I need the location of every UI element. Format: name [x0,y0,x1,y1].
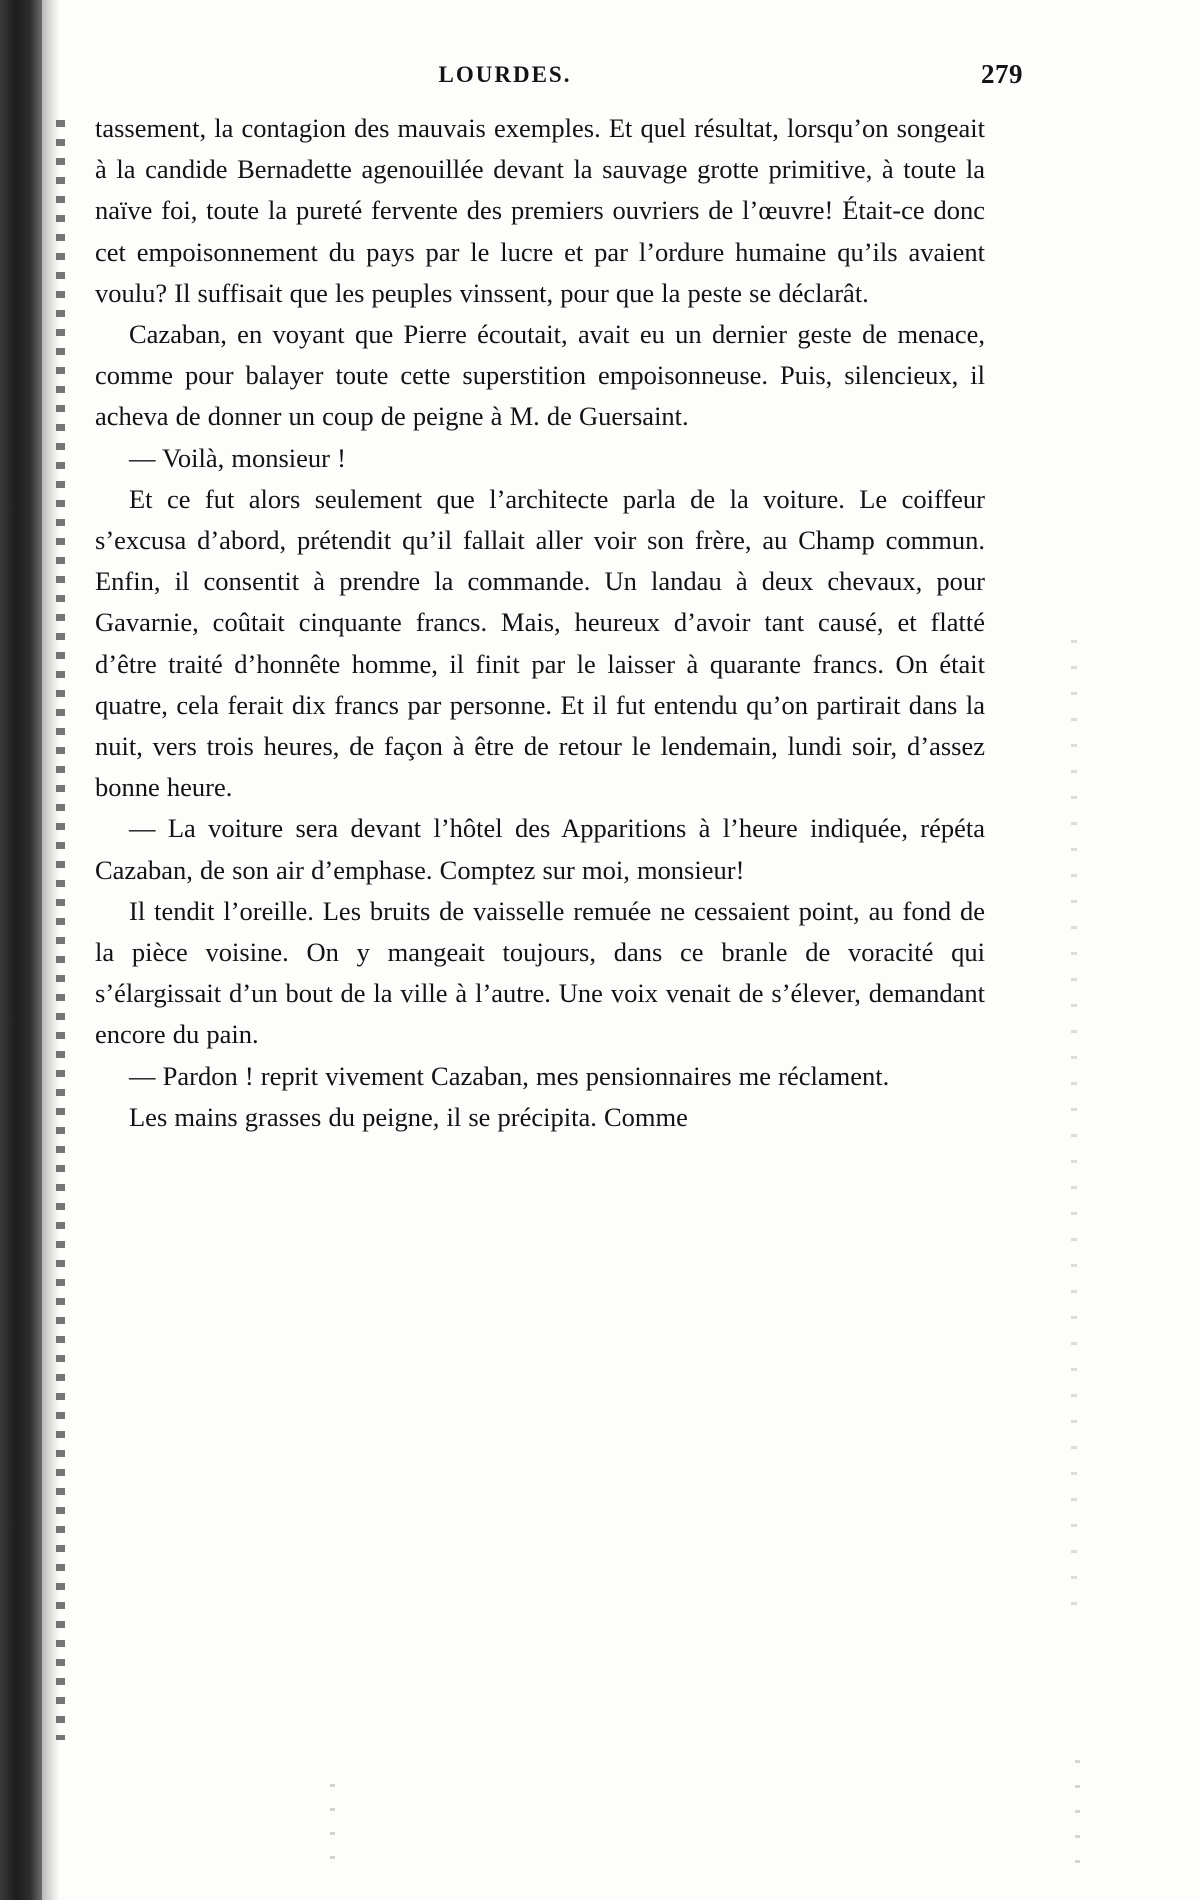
paragraph: Cazaban, en voyant que Pierre écoutait, avait eu un dernier geste de menace, comme pour balayer toute cette superstition empoisonneuse. Puis, silencieux, il acheva de donner un coup de peigne à M. de Guersaint. [95,319,985,432]
scan-bottom-artifact-right [1075,1760,1080,1870]
book-title: LOURDES. [438,62,572,87]
scan-edge-artifact [1071,640,1077,1620]
paragraph-dialogue: — Pardon ! reprit vivement Cazaban, mes pensionnaires me réclament. [129,1060,890,1091]
paragraph-dialogue: — Voilà, monsieur ! [129,442,346,473]
running-head [95,59,1035,96]
paragraph: Les mains grasses du peigne, il se précipita. Comme [129,1101,688,1132]
paragraph-dialogue: — La voiture sera devant l’hôtel des Apparitions à l’heure indiquée, répéta Cazaban, de son air d’emphase. Comptez sur moi, monsieur! [95,813,985,885]
body-text-block [95,108,985,1138]
scan-bottom-artifact-left [330,1784,335,1864]
binding-speckle-artifacts [56,120,65,1740]
paragraph: tassement, la contagion des mauvais exemples. Et quel résultat, lorsqu’on songeait à la candide Bernadette agenouillée devant la sauvage grotte primitive, à toute la naïve foi, toute la pureté fervente des premiers ouvriers de l’œuvre! Était-ce donc cet empoisonnement du pays par le lucre et par l’ordure humaine qu’ils avaient voulu? Il suffisait que les peuples vinssent, pour que la peste se déclarât. [95,113,985,308]
page-number: 279 [981,59,1023,89]
paragraph: Et ce fut alors seulement que l’architecte parla de la voiture. Le coiffeur s’excusa d’abord, prétendit qu’il fallait aller voir son frère, au Champ commun. Enfin, il consentit à prendre la commande. Un landau à deux chevaux, pour Gavarnie, coûtait cinquante francs. Mais, heureux d’avoir tant causé, et flatté d’être traité d’honnête homme, il finit par le laisser à quarante francs. On était quatre, cela ferait dix francs par personne. Et il fut entendu qu’on partirait dans la nuit, vers trois heures, de façon à être de retour le lendemain, lundi soir, d’assez bonne heure. [95,483,985,803]
book-binding-shadow [0,0,42,1900]
page-content [95,0,1095,1900]
paragraph: Il tendit l’oreille. Les bruits de vaisselle remuée ne cessaient point, au fond de la pièce voisine. On y mangeait toujours, dans ce branle de voracité qui s’élargissait d’un bout de la ville à l’autre. Une voix venait de s’élever, demandant encore du pain. [95,895,985,1050]
